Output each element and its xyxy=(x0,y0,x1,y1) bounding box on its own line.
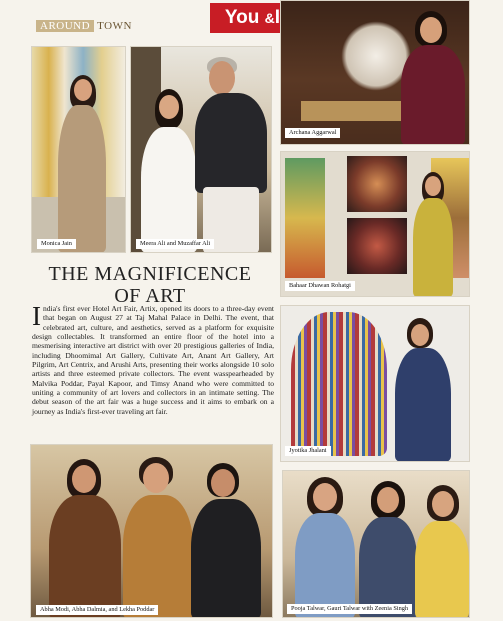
caption-archana-aggarwal: Archana Aggarwal xyxy=(285,128,340,138)
photo-abha-modi-group xyxy=(30,444,273,618)
article-title-line-1: THE MAGNIFICENCE xyxy=(48,263,252,285)
photo-bahaar-dhawan-rohatgi xyxy=(280,151,470,297)
caption-abha-modi-group: Abha Modi, Abha Dalmia, and Lekha Poddar xyxy=(36,605,158,615)
article-text: ndia's first ever Hotel Art Fair, Artix, opened its doors to a three-day event that began on August 27 at Taj Mahal Palace in Delhi. The event, that celebrated art, culture, and aesthetics, served as a platform for exquisite design collectables. It transformed an entire floor of the hotel into a mesmerising interactive art district with over 20 prestigious galleries of India, including Dhoomimal Art Gallery, Cultivate Art, Anant Art Gallery, Art Pilgrim, Art Centrix, and Arushi Arts, presenting their works alongside 10 solo artists and three esteemed private collectors. The event wasspearheaded by Malvika Poddar, Payal Kapoor, and Timsy Anand who were committed to uniting a community of art lovers and collectors in an intimate setting. The debut season of the art fair was a huge success and it aims to embark on a journey as India's first-ever traveling art fair. xyxy=(32,304,274,416)
photo-jyotika-jhalani xyxy=(280,305,470,462)
article-title-line-2: OF ART xyxy=(114,285,186,307)
photo-monica-jain xyxy=(31,46,126,253)
caption-monica-jain: Monica Jain xyxy=(37,239,76,249)
article-title xyxy=(30,263,270,307)
caption-meera-muzaffar-ali: Meera Ali and Muzaffar Ali xyxy=(136,239,214,249)
section-tag-highlight: AROUND xyxy=(36,20,94,32)
logo-ampersand: & xyxy=(264,10,275,26)
photo-archana-aggarwal xyxy=(280,0,470,145)
article-body xyxy=(32,301,274,416)
logo-word: You xyxy=(224,7,260,28)
photo-meera-muzaffar-ali xyxy=(130,46,272,253)
section-tag-rest: TOWN xyxy=(97,20,132,32)
logo-letter: I xyxy=(274,7,281,28)
caption-bahaar-dhawan-rohatgi: Bahaar Dhawan Rohatgi xyxy=(285,281,355,291)
photo-pooja-talwar-group xyxy=(282,470,470,618)
caption-jyotika-jhalani: Jyotika Jhalani xyxy=(285,446,331,456)
caption-pooja-talwar-group: Pooja Talwar, Gauri Talwar with Zeenia Singh xyxy=(287,604,412,614)
section-tag xyxy=(36,20,132,32)
drop-cap: I xyxy=(32,301,41,331)
